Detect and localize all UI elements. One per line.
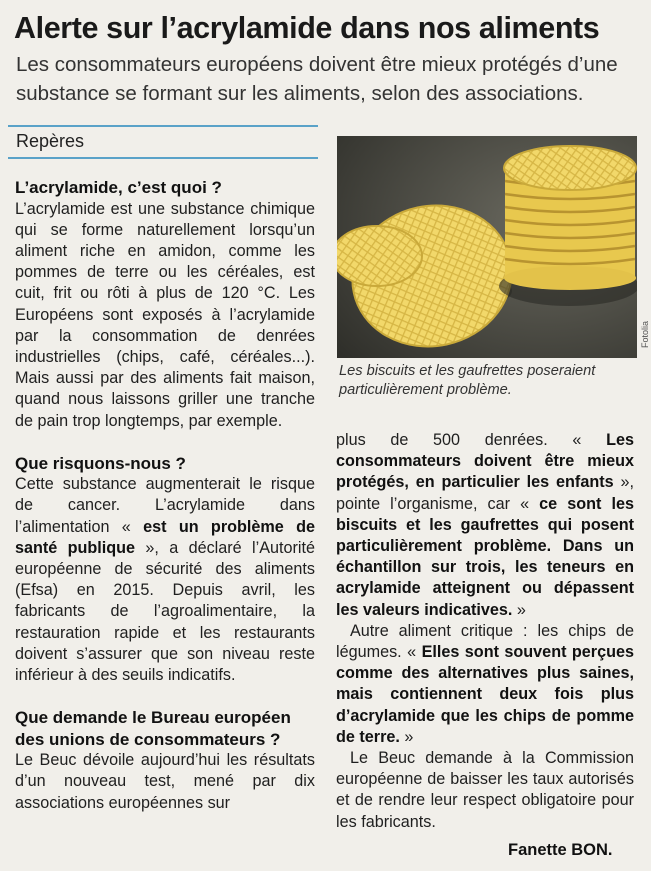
photo-credit: Fotolia [640, 320, 650, 348]
article-headline: Alerte sur l’acrylamide dans nos aliments [14, 11, 600, 45]
section-body-beuc: Le Beuc dévoile aujourd’hui les résultats d’un nouveau test, mené par dix associations européennes sur [15, 751, 315, 812]
p2-text-c: » [399, 727, 414, 746]
photo-caption: Les biscuits et les gaufrettes poseraient particulièrement problème. [339, 363, 596, 398]
waffle-biscuits-illustration [337, 136, 637, 358]
left-column [15, 177, 315, 814]
p2-quote-chips: Elles sont souvent perçues comme des alternatives plus saines, mais contiennent deux fois plus d’acrylamide que les chips de pomme de terre. [336, 643, 634, 746]
waffle-biscuits-photo [337, 136, 637, 358]
p1-text-a: plus de 500 denrées. « [336, 431, 607, 449]
p1-quote-biscuits: ce sont les biscuits et les gaufrettes qui posent particulièrement problème. Dans un échantillon sur trois, les teneurs en acrylamide atteignent ou dépassent les valeurs indicatives. [336, 494, 634, 619]
reperes-bottom-rule [8, 157, 318, 159]
risks-quote-bold: est un problème de santé publique [15, 517, 315, 557]
p2-text-a: Autre aliment critique : les chips de légumes. « [336, 621, 634, 662]
right-paragraph-3: Le Beuc demande à la Commission européenne de baisser les taux autorisés et de rendre leur respect obligatoire pour les fabricants. [336, 749, 634, 831]
risks-text-1: Cette substance augmenterait le risque de cancer. L’acrylamide dans l’alimentation « [15, 475, 315, 536]
section-heading-beuc: Que demande le Bureau européen des unions de consommateurs ? [15, 708, 291, 749]
p1-text-c: », pointe l’organisme, car « [336, 473, 635, 513]
right-paragraph-2 [336, 621, 634, 748]
article-subhead: Les consommateurs européens doivent être mieux protégés d’une substance se formant sur les aliments, selon des associations. [16, 53, 618, 105]
section-heading-what: L’acrylamide, c’est quoi ? [15, 178, 222, 197]
right-paragraph-1 [336, 430, 634, 621]
p1-text-e: » [512, 600, 526, 619]
reperes-label: Repères [16, 131, 85, 151]
right-column [336, 430, 634, 833]
waffle-stack [499, 146, 637, 306]
section-body-risks [15, 474, 315, 686]
section-body-what: L’acrylamide est une substance chimique qui se forme naturellement lorsqu’un aliment riche en amidon, comme les pommes de terre ou les céréales, est cuit, frit ou rôti à plus de 120 °C. Les Européens sont exposés à l’acrylamide par la consommation de denrées industrielles (chips, café, céréales...). Mais aussi par des aliments fait maison, quand nous laissons griller une tranche de pain trop longtemps, par exemple. [15, 199, 315, 430]
author-signature: Fanette BON. [508, 841, 613, 859]
section-heading-risks: Que risquons-nous ? [15, 453, 186, 473]
reperes-top-rule [8, 125, 318, 127]
risks-text-2: », a déclaré l’Autorité européenne de sécurité des aliments (Efsa) en 2015. Depuis avril, les fabricants de l’agroalimentaire, la restauration rapide et les restaurants doivent s’assurer que son niveau reste inférieur à des seuils indicatifs. [15, 538, 315, 685]
p1-quote-children: Les consommateurs doivent être mieux protégés, en particulier les enfants [336, 431, 634, 492]
